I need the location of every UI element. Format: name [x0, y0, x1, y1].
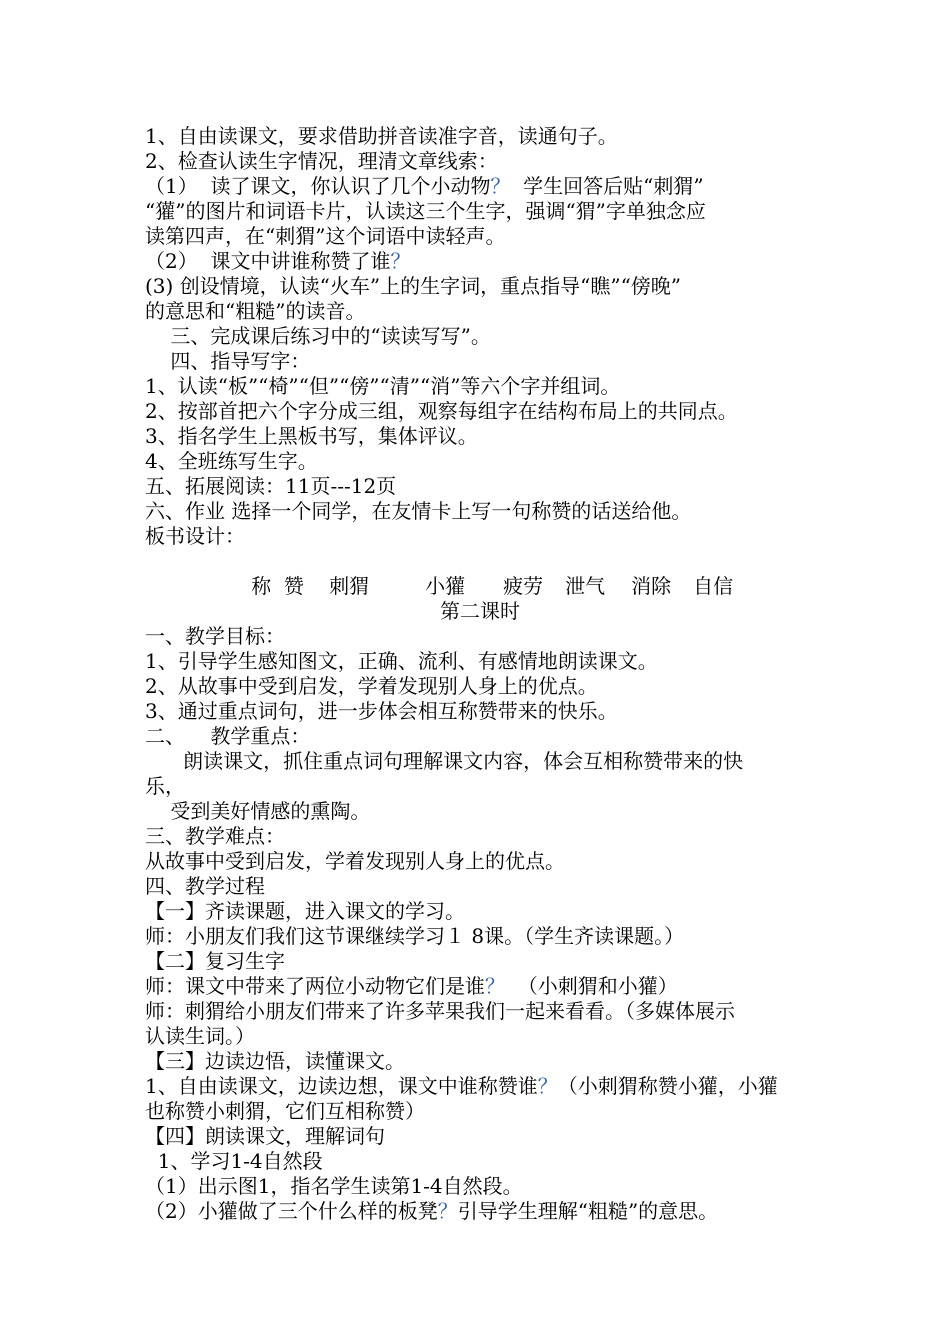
lesson-part-one — [145, 124, 815, 549]
text-line: (3) 创设情境，认读“火车”上的生字词，重点指导“瞧”“傍晚” — [145, 274, 682, 298]
text-line: 3、指名学生上黑板书写，集体评议。 — [145, 424, 478, 448]
section-title: 第二课时 — [440, 599, 520, 623]
board-word: 自信 — [693, 574, 734, 598]
text-line: 三、完成课后练习中的“读读写写”。 — [145, 324, 491, 348]
text-line: 受到美好情感的熏陶。 — [145, 799, 371, 823]
board-word: 刺猬 — [329, 574, 370, 598]
text-line: 二、 教学重点： — [145, 724, 311, 748]
lesson-part-two — [145, 624, 815, 1224]
text-line: “獾”的图片和词语卡片，认读这三个生字，强调“猬”字单独念应 — [145, 199, 706, 223]
text-line: 也称赞小刺猬，它们互相称赞） — [145, 1099, 425, 1123]
board-word: 小獾 — [425, 574, 466, 598]
text-line: 【三】边读边悟，读懂课文。 — [145, 1049, 405, 1073]
text-line: 四、教学过程 — [145, 874, 265, 898]
text-line: 【四】朗读课文，理解词句 — [145, 1124, 385, 1148]
text-line: 1、学习1-4自然段 — [145, 1149, 323, 1173]
text-line: 1、引导学生感知图文，正确、流利、有感情地朗读课文。 — [145, 649, 658, 673]
text-line: 师：小朋友们我们这节课继续学习１ 8课。（学生齐读课题。） — [145, 924, 685, 948]
document-body — [145, 124, 815, 1224]
text-line: 1、自由读课文，要求借助拼音读准字音，读通句子。 — [145, 124, 618, 148]
text-line: 一、教学目标： — [145, 624, 285, 648]
text-line: 朗读课文，抓住重点词句理解课文内容，体会互相称赞带来的快 — [145, 749, 744, 773]
board-word: 疲劳 — [503, 574, 544, 598]
text-line: 板书设计： — [145, 524, 245, 548]
board-word: 称 赞 — [251, 574, 304, 598]
text-line: 师：刺猬给小朋友们带来了许多苹果我们一起来看看。（多媒体展示 — [145, 999, 735, 1023]
text-line: 师：课文中带来了两位小动物它们是谁？ （小刺猬和小獾） — [145, 974, 678, 998]
text-line: （2）小獾做了三个什么样的板凳？引导学生理解“粗糙”的意思。 — [145, 1199, 719, 1223]
text-line: 2、按部首把六个字分成三组，观察每组字在结构布局上的共同点。 — [145, 399, 738, 423]
text-line: 的意思和“粗糙”的读音。 — [145, 299, 366, 323]
text-line: 4、全班练写生字。 — [145, 449, 318, 473]
blackboard-design-words — [145, 549, 815, 598]
text-line: 1、自由读课文，边读边想，课文中谁称赞谁？（小刺猬称赞小獾，小獾 — [145, 1074, 778, 1098]
text-line: 【一】齐读课题，进入课文的学习。 — [145, 899, 465, 923]
text-line: 读第四声，在“刺猬”这个词语中读轻声。 — [145, 224, 506, 248]
board-word: 泄气 — [565, 574, 606, 598]
text-line: 四、指导写字： — [145, 349, 311, 373]
board-word: 消除 — [631, 574, 672, 598]
text-line: 2、从故事中受到启发，学着发现别人身上的优点。 — [145, 674, 598, 698]
text-line: （1） 读了课文，你认识了几个小动物？ 学生回答后贴“刺猬” — [145, 174, 704, 198]
text-line: 乐， — [145, 774, 185, 798]
text-line: （1）出示图1，指名学生读第1-4自然段。 — [145, 1174, 523, 1198]
text-line: 从故事中受到启发，学着发现别人身上的优点。 — [145, 849, 565, 873]
text-line: 认读生词。） — [145, 1024, 255, 1048]
text-line: （2） 课文中讲谁称赞了谁？ — [145, 249, 411, 273]
text-line: 【二】复习生字 — [145, 949, 285, 973]
text-line: 三、教学难点： — [145, 824, 285, 848]
text-line: 六、作业 选择一个同学，在友情卡上写一句称赞的话送给他。 — [145, 499, 692, 523]
text-line: 五、拓展阅读：11页---12页 — [145, 474, 397, 498]
text-line: 2、检查认读生字情况，理清文章线索： — [145, 149, 498, 173]
text-line: 1、认读“板”“椅”“但”“傍”“清”“消”等六个字并组词。 — [145, 374, 621, 398]
text-line: 3、通过重点词句，进一步体会相互称赞带来的快乐。 — [145, 699, 618, 723]
